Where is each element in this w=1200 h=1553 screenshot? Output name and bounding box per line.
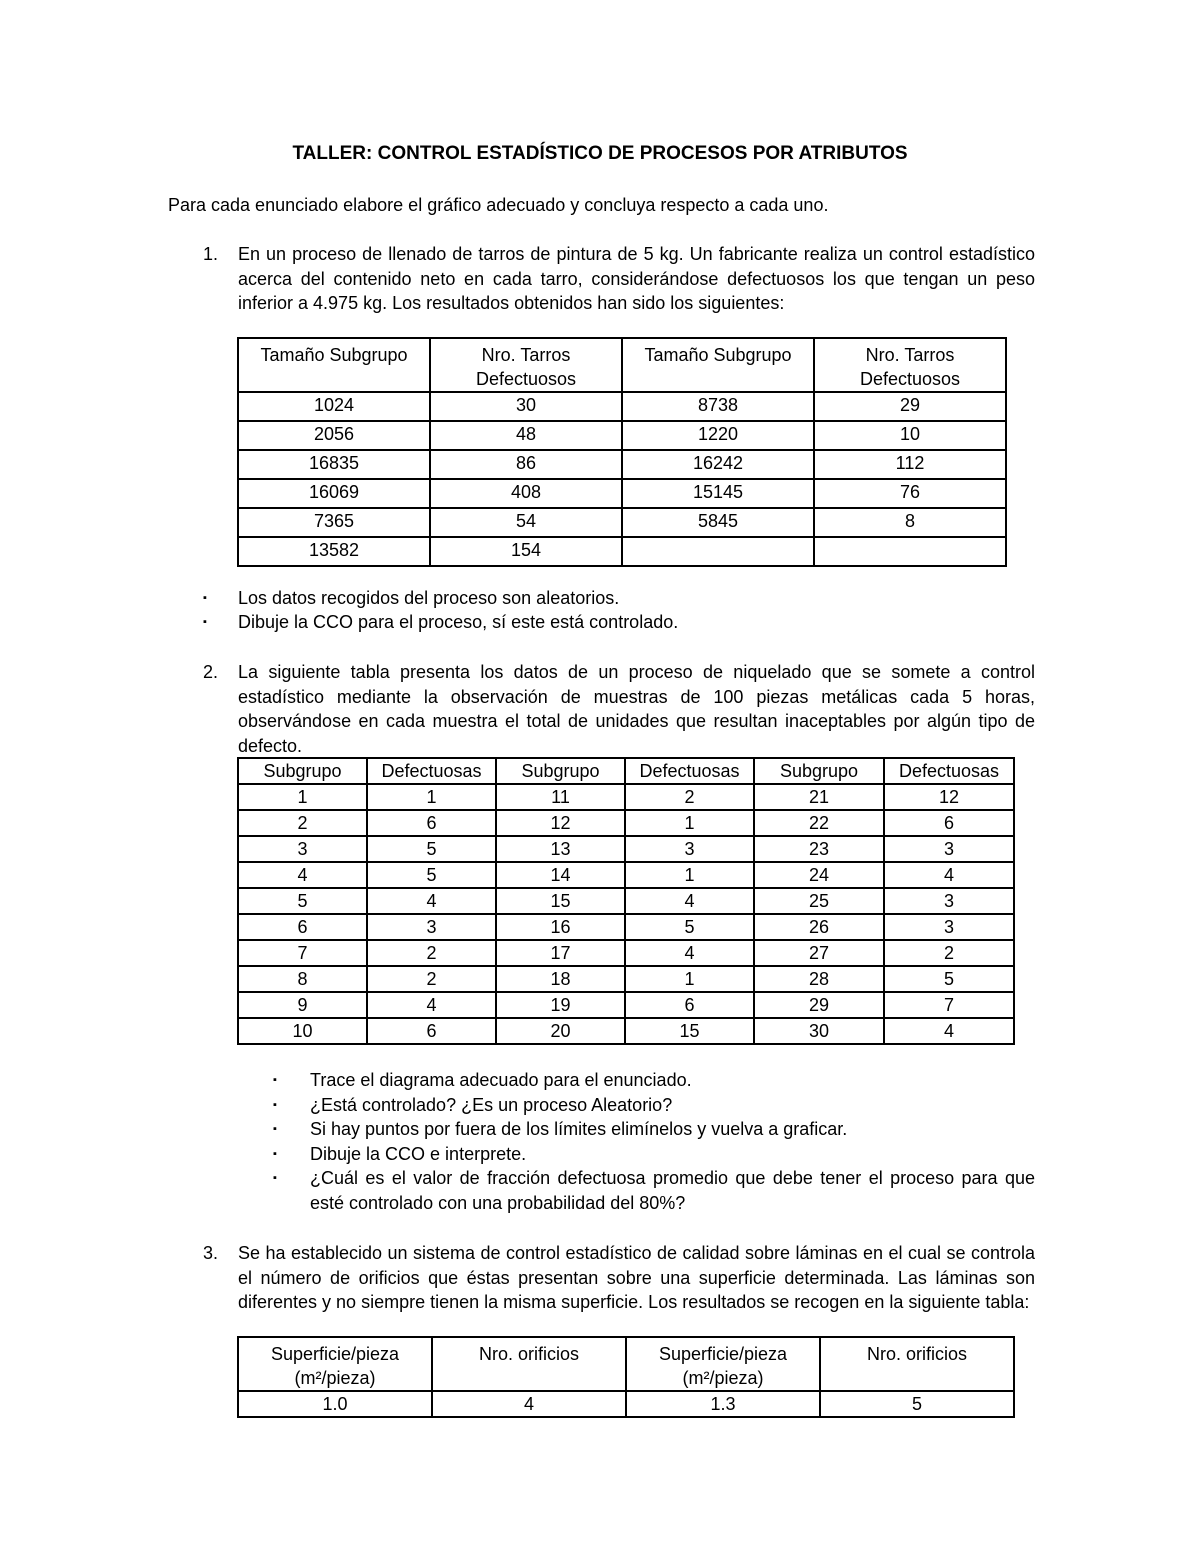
q1-table-cell: 13582 (238, 537, 430, 566)
q1-table-cell: 16069 (238, 479, 430, 508)
q2-table-cell: 10 (238, 1018, 367, 1044)
q1-table-cell: 15145 (622, 479, 814, 508)
q2-table-header-cell: Defectuosas (367, 758, 496, 784)
q2-table-row (238, 914, 1014, 940)
q2-table-cell: 20 (496, 1018, 625, 1044)
q1-table-cell: 16242 (622, 450, 814, 479)
q2-table (237, 757, 1015, 1045)
q2-table-cell: 5 (367, 836, 496, 862)
q2-bullet-icon-4: ▪ (273, 1148, 277, 1160)
q3-table-header-row (238, 1337, 1014, 1391)
q2-table-cell: 30 (754, 1018, 884, 1044)
q1-table-row (238, 537, 1006, 566)
q2-bullet-5: ¿Cuál es el valor de fracción defectuosa promedio que debe tener el proceso para que esté controlado con una probabilidad del 80%? (310, 1168, 1035, 1213)
q2-table-cell: 4 (625, 940, 754, 966)
q1-table-cell: 10 (814, 421, 1006, 450)
q1-table-cell: 1220 (622, 421, 814, 450)
q2-table-cell: 3 (625, 836, 754, 862)
q2-bullet-4: Dibuje la CCO e interprete. (310, 1144, 527, 1164)
q2-table-cell: 4 (238, 862, 367, 888)
q2-table-cell: 16 (496, 914, 625, 940)
q1-bullet-icon-1: ▪ (203, 592, 207, 604)
q3-text: Se ha establecido un sistema de control estadístico de calidad sobre láminas en el cual se controla el número de orificios que éstas presentan sobre una superficie determinada. Las láminas son diferentes y no siempre tienen la misma superficie. Los resultados se recogen en la siguiente tabla: (238, 1243, 1035, 1312)
q1-table-cell: 5845 (622, 508, 814, 537)
q2-table-row (238, 784, 1014, 810)
q1-bullet-2: Dibuje la CCO para el proceso, sí este está controlado. (238, 612, 679, 632)
q3-table-header-cell: Superficie/pieza (m²/pieza) (626, 1337, 820, 1391)
q2-table-cell: 3 (367, 914, 496, 940)
q2-number: 2. (203, 662, 219, 682)
q2-table-cell: 2 (367, 940, 496, 966)
q2-table-cell: 17 (496, 940, 625, 966)
q1-table-cell (814, 537, 1006, 566)
q2-bullet-1: Trace el diagrama adecuado para el enunciado. (310, 1070, 692, 1090)
q2-bullet-icon-2: ▪ (273, 1099, 277, 1111)
q2-bullet-icon-3: ▪ (273, 1123, 277, 1135)
q1-table-header-cell: Tamaño Subgrupo (622, 338, 814, 392)
q2-table-cell: 2 (625, 784, 754, 810)
q2-table-row (238, 888, 1014, 914)
q2-table-cell: 24 (754, 862, 884, 888)
q2-bullet-2: ¿Está controlado? ¿Es un proceso Aleatorio? (310, 1095, 673, 1115)
q2-table-cell: 9 (238, 992, 367, 1018)
q2-table-cell: 13 (496, 836, 625, 862)
q1-text: En un proceso de llenado de tarros de pintura de 5 kg. Un fabricante realiza un control estadístico acerca del contenido neto en cada tarro, considerándose defectuosos los que tengan un peso inferior a 4.975 kg. Los resultados obtenidos han sido los siguientes: (238, 244, 1035, 313)
q3-table-header-cell: Nro. orificios (820, 1337, 1014, 1391)
q3-table-cell: 4 (432, 1391, 626, 1417)
q2-table-row (238, 966, 1014, 992)
q2-table-cell: 14 (496, 862, 625, 888)
q2-table-cell: 6 (367, 1018, 496, 1044)
q2-table-header-cell: Subgrupo (496, 758, 625, 784)
q2-table-cell: 4 (884, 862, 1014, 888)
q2-table-cell: 4 (884, 1018, 1014, 1044)
q1-table-cell: 408 (430, 479, 622, 508)
q2-table-cell: 12 (884, 784, 1014, 810)
q1-table-row (238, 450, 1006, 479)
q2-table-cell: 18 (496, 966, 625, 992)
q2-table-cell: 12 (496, 810, 625, 836)
q1-bullet-1: Los datos recogidos del proceso son aleatorios. (238, 588, 620, 608)
q1-table-cell (622, 537, 814, 566)
q1-table-cell: 86 (430, 450, 622, 479)
q3-table-row (238, 1391, 1014, 1417)
q2-table-cell: 2 (884, 940, 1014, 966)
q1-table-cell: 16835 (238, 450, 430, 479)
q3-table-header-cell: Superficie/pieza (m²/pieza) (238, 1337, 432, 1391)
q2-table-cell: 3 (238, 836, 367, 862)
q1-table-row (238, 392, 1006, 421)
q2-bullet-icon-5: ▪ (273, 1172, 277, 1184)
q2-table-row (238, 862, 1014, 888)
q2-bullet-icon-1: ▪ (273, 1074, 277, 1086)
q2-table-cell: 7 (238, 940, 367, 966)
q2-table-cell: 11 (496, 784, 625, 810)
q1-table-cell: 8 (814, 508, 1006, 537)
q2-table-cell: 19 (496, 992, 625, 1018)
q2-table-header-row (238, 758, 1014, 784)
q2-table-cell: 21 (754, 784, 884, 810)
q1-table-cell: 8738 (622, 392, 814, 421)
q2-table-cell: 4 (625, 888, 754, 914)
q2-table-cell: 6 (625, 992, 754, 1018)
q1-table-row (238, 479, 1006, 508)
q2-table-cell: 7 (884, 992, 1014, 1018)
q2-table-cell: 25 (754, 888, 884, 914)
q1-table (237, 337, 1007, 567)
q1-table-cell: 29 (814, 392, 1006, 421)
page-title: TALLER: CONTROL ESTADÍSTICO DE PROCESOS POR ATRIBUTOS (292, 143, 908, 164)
q2-table-cell: 3 (884, 888, 1014, 914)
q2-text: La siguiente tabla presenta los datos de un proceso de niquelado que se somete a control estadístico mediante la observación de muestras de 100 piezas metálicas cada 5 horas, observándose en cada muestra el total de unidades que resultan inaceptables por algún tipo de defecto. (238, 662, 1035, 756)
q2-table-cell: 23 (754, 836, 884, 862)
q2-table-cell: 28 (754, 966, 884, 992)
q2-table-cell: 15 (625, 1018, 754, 1044)
q1-bullet-icon-2: ▪ (203, 616, 207, 628)
q2-table-cell: 1 (625, 862, 754, 888)
q2-table-cell: 5 (625, 914, 754, 940)
q2-table-cell: 3 (884, 836, 1014, 862)
q2-table-cell: 8 (238, 966, 367, 992)
q2-table-cell: 1 (367, 784, 496, 810)
q2-table-header-cell: Subgrupo (238, 758, 367, 784)
q2-bullet-3: Si hay puntos por fuera de los límites elimínelos y vuelva a graficar. (310, 1119, 848, 1139)
intro-text: Para cada enunciado elabore el gráfico adecuado y concluya respecto a cada uno. (168, 195, 829, 215)
q2-table-row (238, 810, 1014, 836)
q3-table-cell: 1.3 (626, 1391, 820, 1417)
q3-table (237, 1336, 1015, 1418)
q2-table-cell: 27 (754, 940, 884, 966)
q2-table-row (238, 992, 1014, 1018)
q2-table-cell: 6 (884, 810, 1014, 836)
q1-table-cell: 76 (814, 479, 1006, 508)
q2-table-cell: 6 (238, 914, 367, 940)
q2-table-cell: 22 (754, 810, 884, 836)
q3-table-cell: 5 (820, 1391, 1014, 1417)
q2-table-header-cell: Defectuosas (625, 758, 754, 784)
q1-table-cell: 54 (430, 508, 622, 537)
q2-table-cell: 3 (884, 914, 1014, 940)
q1-table-header-cell: Nro. Tarros Defectuosos (814, 338, 1006, 392)
q2-table-header-cell: Subgrupo (754, 758, 884, 784)
q1-table-header-row (238, 338, 1006, 392)
q1-table-cell: 7365 (238, 508, 430, 537)
q2-table-cell: 1 (625, 810, 754, 836)
q2-table-cell: 5 (884, 966, 1014, 992)
q2-table-row (238, 836, 1014, 862)
q1-table-header-cell: Tamaño Subgrupo (238, 338, 430, 392)
q1-table-cell: 1024 (238, 392, 430, 421)
q2-table-cell: 29 (754, 992, 884, 1018)
q2-table-cell: 2 (367, 966, 496, 992)
q1-table-cell: 30 (430, 392, 622, 421)
q2-table-cell: 26 (754, 914, 884, 940)
q1-number: 1. (203, 244, 219, 264)
q1-table-header-cell: Nro. Tarros Defectuosos (430, 338, 622, 392)
q2-table-header-cell: Defectuosas (884, 758, 1014, 784)
q3-number: 3. (203, 1243, 219, 1263)
q1-table-cell: 154 (430, 537, 622, 566)
q2-table-cell: 4 (367, 992, 496, 1018)
q1-table-cell: 48 (430, 421, 622, 450)
q2-table-row (238, 940, 1014, 966)
q2-table-row (238, 1018, 1014, 1044)
q2-table-cell: 6 (367, 810, 496, 836)
q1-table-row (238, 508, 1006, 537)
q2-table-cell: 5 (367, 862, 496, 888)
q3-table-header-cell: Nro. orificios (432, 1337, 626, 1391)
q1-table-row (238, 421, 1006, 450)
q1-table-cell: 2056 (238, 421, 430, 450)
q2-table-cell: 15 (496, 888, 625, 914)
q3-table-cell: 1.0 (238, 1391, 432, 1417)
q1-table-cell: 112 (814, 450, 1006, 479)
q2-table-cell: 1 (625, 966, 754, 992)
q2-table-cell: 1 (238, 784, 367, 810)
q2-table-cell: 4 (367, 888, 496, 914)
q2-table-cell: 5 (238, 888, 367, 914)
q2-table-cell: 2 (238, 810, 367, 836)
